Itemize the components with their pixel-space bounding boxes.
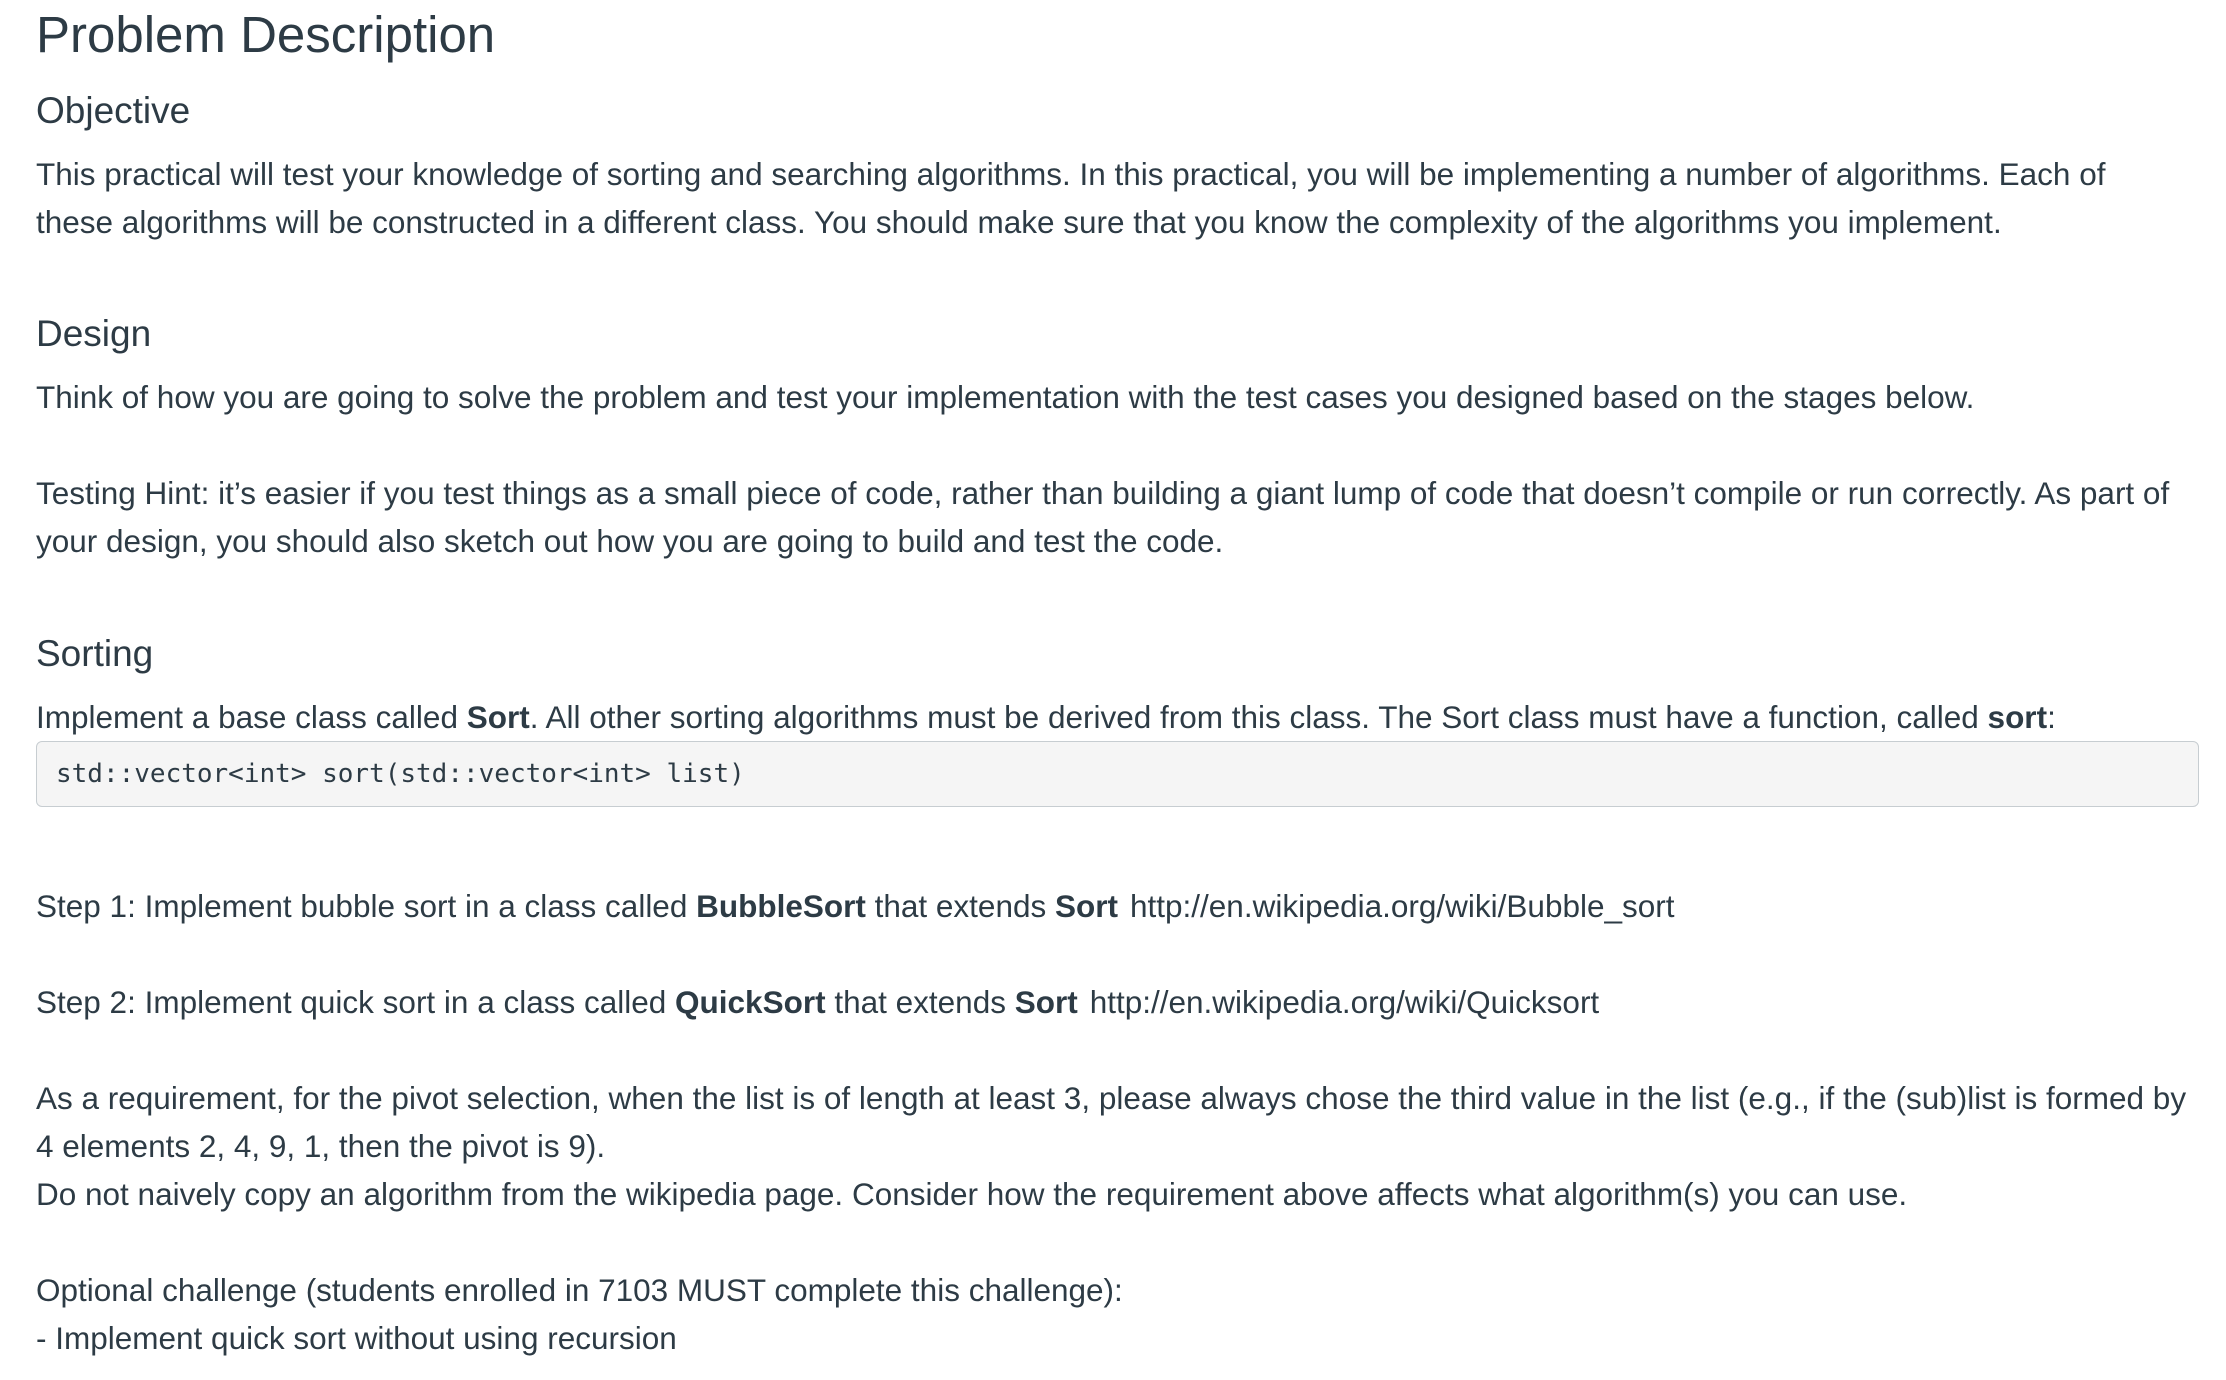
design-paragraph: Think of how you are going to solve the problem and test your implementation with the test cases you designed based on the stages below. [36, 379, 1975, 415]
step-1 [36, 882, 2196, 930]
testing-hint-line-1: Testing Hint: it’s easier if you test things as a small piece of code, rather than building a giant lump of code that doesn’t compile or run correctly. As part of [36, 475, 2170, 511]
requirement-line-3: Do not naively copy an algorithm from the wikipedia page. Consider how the requirement above affects what algorithm(s) you can use. [36, 1176, 1908, 1212]
quicksort-link[interactable]: http://en.wikipedia.org/wiki/Quicksort [1089, 984, 1600, 1020]
bubble-sort-link[interactable]: http://en.wikipedia.org/wiki/Bubble_sort [1129, 888, 1675, 924]
challenge-line-2: - Implement quick sort without using recursion [36, 1320, 677, 1356]
requirement-line-1: As a requirement, for the pivot selection, when the list is of length at least 3, please always chose the third value in the list (e.g., if the (sub)list is formed by [36, 1080, 2187, 1116]
step-2-class-name: QuickSort [675, 984, 826, 1020]
design-heading: Design [36, 313, 152, 354]
intro-text-b: . All other sorting algorithms must be derived from this class. The Sort class must have a function, called [529, 699, 1988, 735]
step-2 [36, 978, 2196, 1026]
step-2-middle: that extends [825, 984, 1015, 1020]
intro-text-c: : [2047, 699, 2056, 735]
objective-line-2: these algorithms will be constructed in a different class. You should make sure that you know the complexity of the algorithms you implement. [36, 204, 2002, 240]
requirement-line-2: 4 elements 2, 4, 9, 1, then the pivot is 9). [36, 1128, 606, 1164]
sorting-intro [36, 693, 2196, 741]
challenge-line-1: Optional challenge (students enrolled in 7103 MUST complete this challenge): [36, 1272, 1123, 1308]
step-1-prefix: Step 1: Implement bubble sort in a class called [36, 888, 697, 924]
step-1-base-class: Sort [1054, 888, 1118, 924]
objective-heading: Objective [36, 90, 191, 131]
step-1-class-name: BubbleSort [696, 888, 866, 924]
code-block: std::vector<int> sort(std::vector<int> list) [36, 741, 2199, 807]
page-title: Problem Description [36, 6, 496, 63]
intro-text-a: Implement a base class called [36, 699, 467, 735]
step-1-middle: that extends [865, 888, 1055, 924]
step-2-base-class: Sort [1014, 984, 1078, 1020]
step-2-prefix: Step 2: Implement quick sort in a class called [36, 984, 676, 1020]
sort-class-name: Sort [466, 699, 530, 735]
sorting-heading: Sorting [36, 633, 154, 674]
objective-line-1: This practical will test your knowledge of sorting and searching algorithms. In this practical, you will be implementing a number of algorithms. Each of [36, 156, 2106, 192]
sort-function-name: sort [1987, 699, 2048, 735]
testing-hint-line-2: your design, you should also sketch out how you are going to build and test the code. [36, 523, 1224, 559]
